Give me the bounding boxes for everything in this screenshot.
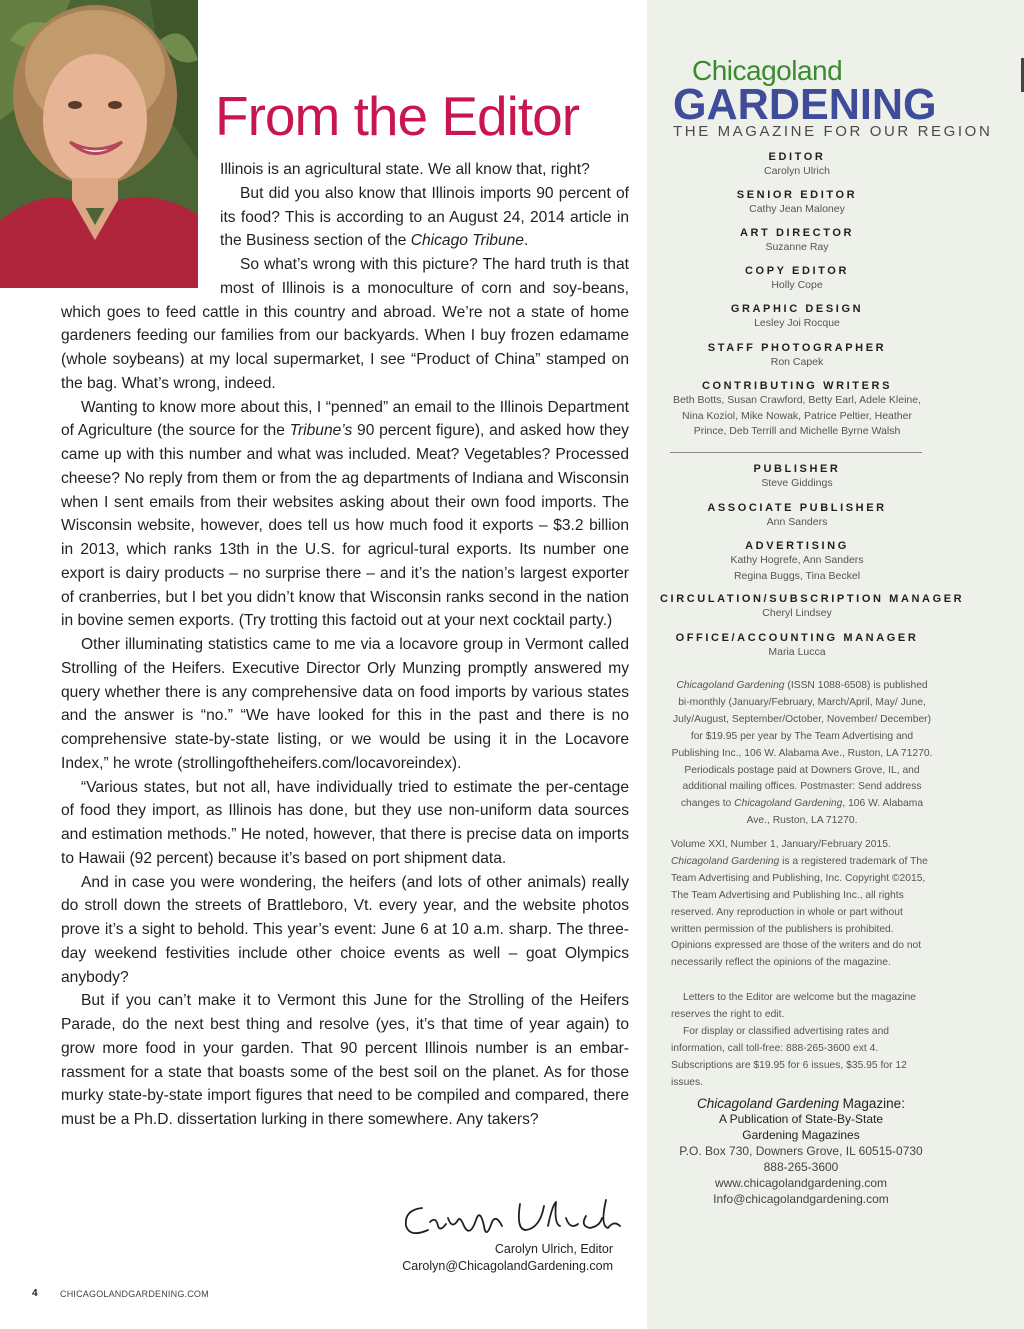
- article-paragraph: [61, 633, 629, 776]
- staff-names: Cathy Jean Maloney: [749, 203, 845, 215]
- staff-names: Ann Sanders: [766, 516, 828, 528]
- article-text: Other illuminating statistics came to me via a locavore group in Vermont called Strolling of the Heifers. Executive Director Orly Munzing promptly answered my query whether there is any comprehensive data on food imports by various states and the answer is “no.” “We have looked for this in the past and there is no comprehensive state-by-state listing, or we would be using it in the Locavore Index,” he wrote (strollingoftheheifers.com/locavoreindex).: [61, 636, 629, 772]
- publisher-title-rest: Magazine:: [838, 1096, 905, 1111]
- signature-graphic: [400, 1196, 625, 1244]
- staff-senior-editor: [660, 189, 934, 218]
- article-text: But if you can’t make it to Vermont this June for the Strolling of the Heifers Parade, do the next best thing and resolve (yes, it’s that time of year again) to grow more food in your garden. That 90 percent Illinois number is an embar-rassment for a state that boasts some of the best soil on the planet. As for those murky state-by-state import figures that need to be compiled and compared, there must be a Ph.D. dissertation lurking in there somewhere. Any takers?: [61, 992, 629, 1128]
- staff-names: Carolyn Ulrich: [764, 165, 830, 177]
- staff-role: COPY EDITOR: [745, 265, 849, 277]
- staff-names: Ron Capek: [770, 356, 824, 368]
- staff-role: STAFF PHOTOGRAPHER: [707, 342, 887, 354]
- staff-role: EDITOR: [768, 151, 826, 163]
- staff-names: Beth Botts, Susan Crawford, Betty Earl, Adele Kleine, Nina Koziol, Mike Nowak, Patrice Peltier, Heather Prince, Deb Terrill and Michelle Byrne Walsh: [672, 394, 922, 437]
- photo-wrap-space: [61, 158, 220, 300]
- staff-role: ADVERTISING: [745, 540, 849, 552]
- staff-names: Suzanne Ray: [765, 241, 829, 253]
- article-text: .: [523, 232, 529, 250]
- article-paragraph: [61, 871, 629, 990]
- legal-emphasis: Chicagoland Gardening: [676, 680, 785, 691]
- staff-art-director: [660, 227, 934, 256]
- staff-role: SENIOR EDITOR: [736, 189, 858, 201]
- legal-text: Volume XXI, Number 1, January/February 2015.: [671, 839, 891, 850]
- article-text: So what’s wrong with this picture? The hard truth is that most of Illinois is a monoculture of corn and soy-beans, which goes to feed cattle in this country and abroad. We’re not a state of home gardeners feeding our families from our backyards. When I buy frozen edamame (whole soybeans) at my local supermarket, I see “Product of China” stamped on the bag. What’s wrong, indeed.: [61, 256, 629, 392]
- staff-circulation-manager: [660, 593, 965, 622]
- staff-publisher: [660, 463, 934, 492]
- staff-graphic-design: [660, 303, 934, 332]
- publisher-email[interactable]: Info@chicagolandgardening.com: [713, 1192, 889, 1206]
- article-emphasis: Chicago Tribune: [410, 232, 524, 250]
- staff-role: CONTRIBUTING WRITERS: [701, 380, 893, 392]
- staff-role: PUBLISHER: [753, 463, 841, 475]
- staff-role: GRAPHIC DESIGN: [730, 303, 864, 315]
- staff-role: CIRCULATION/SUBSCRIPTION MANAGER: [660, 593, 965, 605]
- publisher-phone[interactable]: 888-265-3600: [763, 1160, 839, 1174]
- article-text: Wanting to know more about this, I “penned” an email to the Illinois Department of Agriculture (the source for the: [61, 398, 629, 440]
- legal-publication-notice: [671, 678, 933, 830]
- legal-emphasis: Chicagoland Gardening: [734, 798, 843, 810]
- staff-names: Steve Giddings: [761, 477, 833, 489]
- staff-associate-publisher: [660, 502, 934, 531]
- legal-text: is a registered trademark of The Team Advertising and Publishing, Inc. Copyright ©2015, The Team Advertising and Publishing Inc., all rights reserved. Any reproduction in whole or part without written permission of the publishers is prohibited. Opinions expressed are those of the writers and do not necessarily reflect the opinions of the magazine.: [671, 855, 928, 969]
- logo-tagline: THE MAGAZINE FOR OUR REGION: [673, 123, 993, 140]
- signature-name: Carolyn Ulrich, Editor: [494, 1242, 613, 1256]
- publisher-title-emphasis: Chicagoland Gardening: [697, 1096, 839, 1111]
- legal-text: For display or classified advertising rates and information, call toll-free: 888-265-3600 ext 4. Subscriptions are $19.95 for 6 issues, $35.95 for 12 issues.: [671, 1026, 907, 1088]
- article-paragraph: [61, 989, 629, 1132]
- article-text: But did you also know that Illinois imports 90 percent of its food? This is according to an August 24, 2014 article in the Business section of the: [220, 184, 629, 250]
- publisher-subtitle: Gardening Magazines: [742, 1127, 860, 1142]
- staff-editor: [660, 151, 934, 180]
- publisher-address: P.O. Box 730, Downers Grove, IL 60515-0730: [679, 1144, 923, 1158]
- logo-chicagoland: Chicagoland: [692, 55, 843, 86]
- staff-copy-editor: [660, 265, 934, 294]
- staff-names: Holly Cope: [771, 279, 823, 291]
- page-number: 4: [32, 1288, 38, 1299]
- legal-text: , 106 W. Alabama Ave., Ruston, LA 71270.: [746, 798, 924, 827]
- legal-advertising-notice: [671, 1024, 933, 1092]
- staff-names: Maria Lucca: [768, 646, 826, 658]
- staff-role: ART DIRECTOR: [739, 227, 855, 239]
- article-text: And in case you were wondering, the heifers (and lots of other animals) really do stroll down the streets of Brattleboro, Vt. every year, and the website photos prove it’s a sight to behold. This year’s event: June 6 at 10 a.m. sharp. The three-day weekend festivities include other choice events as well – goat Olympics anybody?: [61, 873, 629, 986]
- article-body: [61, 158, 629, 1132]
- legal-text: (ISSN 1088-6508) is published bi-monthly (January/February, March/April, May/ June, July/August, September/October, November/ December) for $19.95 per year by The Team Advertising and Publishing Inc., 106 W. Alabama Ave., Ruston, LA 71270. Periodicals postage paid at Downers Grove, IL, and additional mailing offices. Postmaster: Send address changes to: [671, 680, 933, 810]
- staff-names: Cheryl Lindsey: [762, 607, 832, 619]
- article-text: 90 percent figure), and asked how they came up with this number and what was included. Meat? Vegetables? Processed cheese? No reply from them or from the ag departments of Indiana and Wisconsin when I sent emails from their websites asking about their own food imports. The Wisconsin website, however, does tell us how much food it exports – $3.2 billion in 2013, which ranks 13th in the U.S. for agricul-tural exports. Its number one export is dairy products – no surprise there – and it’s the nation’s largest exporter of cranberries, but I bet you didn’t know that Wisconsin ranks second in the nation in bovine semen exports. (Try trotting this factoid out at your next cocktail party.): [61, 422, 629, 630]
- staff-advertising: [717, 540, 877, 584]
- article-emphasis: Tribune’s: [289, 422, 353, 440]
- publisher-contact: [660, 1095, 942, 1207]
- signature-email[interactable]: Carolyn@ChicagolandGardening.com: [402, 1259, 613, 1273]
- article-text: Illinois is an agricultural state. We all know that, right?: [220, 161, 590, 178]
- masthead-divider: [670, 452, 922, 453]
- page-title: From the Editor: [215, 85, 580, 147]
- publisher-website[interactable]: www.chicagolandgardening.com: [714, 1176, 888, 1190]
- article-text: “Various states, but not all, have individually tried to estimate the per-centage of food they import, as Illinois has done, but they use non-uniform data sources and estimation methods.” He noted, however, that there is precise data on imports to Hawaii (92 percent) because it’s based on port shipment data.: [61, 778, 629, 867]
- article-paragraph: [61, 396, 629, 634]
- staff-names: Kathy Hogrefe, Ann Sanders Regina Buggs, Tina Beckel: [730, 554, 864, 582]
- legal-copyright-notice: [671, 837, 933, 972]
- footer-url[interactable]: CHICAGOLANDGARDENING.COM: [60, 1289, 209, 1299]
- legal-text: Letters to the Editor are welcome but the magazine reserves the right to edit.: [671, 992, 916, 1020]
- staff-names: Lesley Joi Rocque: [754, 317, 840, 329]
- article-paragraph: [61, 776, 629, 871]
- staff-office-manager: [660, 632, 934, 661]
- staff-role: OFFICE/ACCOUNTING MANAGER: [675, 632, 919, 644]
- staff-photographer: [660, 342, 934, 371]
- staff-role: ASSOCIATE PUBLISHER: [707, 502, 887, 514]
- publisher-title: [660, 1095, 942, 1112]
- legal-letters-notice: [671, 990, 933, 1024]
- publisher-subtitle: A Publication of State-By-State: [718, 1112, 884, 1126]
- staff-contributing-writers: [666, 380, 928, 440]
- logo-gardening: GARDENING: [673, 80, 937, 129]
- legal-emphasis: Chicagoland Gardening: [671, 855, 780, 867]
